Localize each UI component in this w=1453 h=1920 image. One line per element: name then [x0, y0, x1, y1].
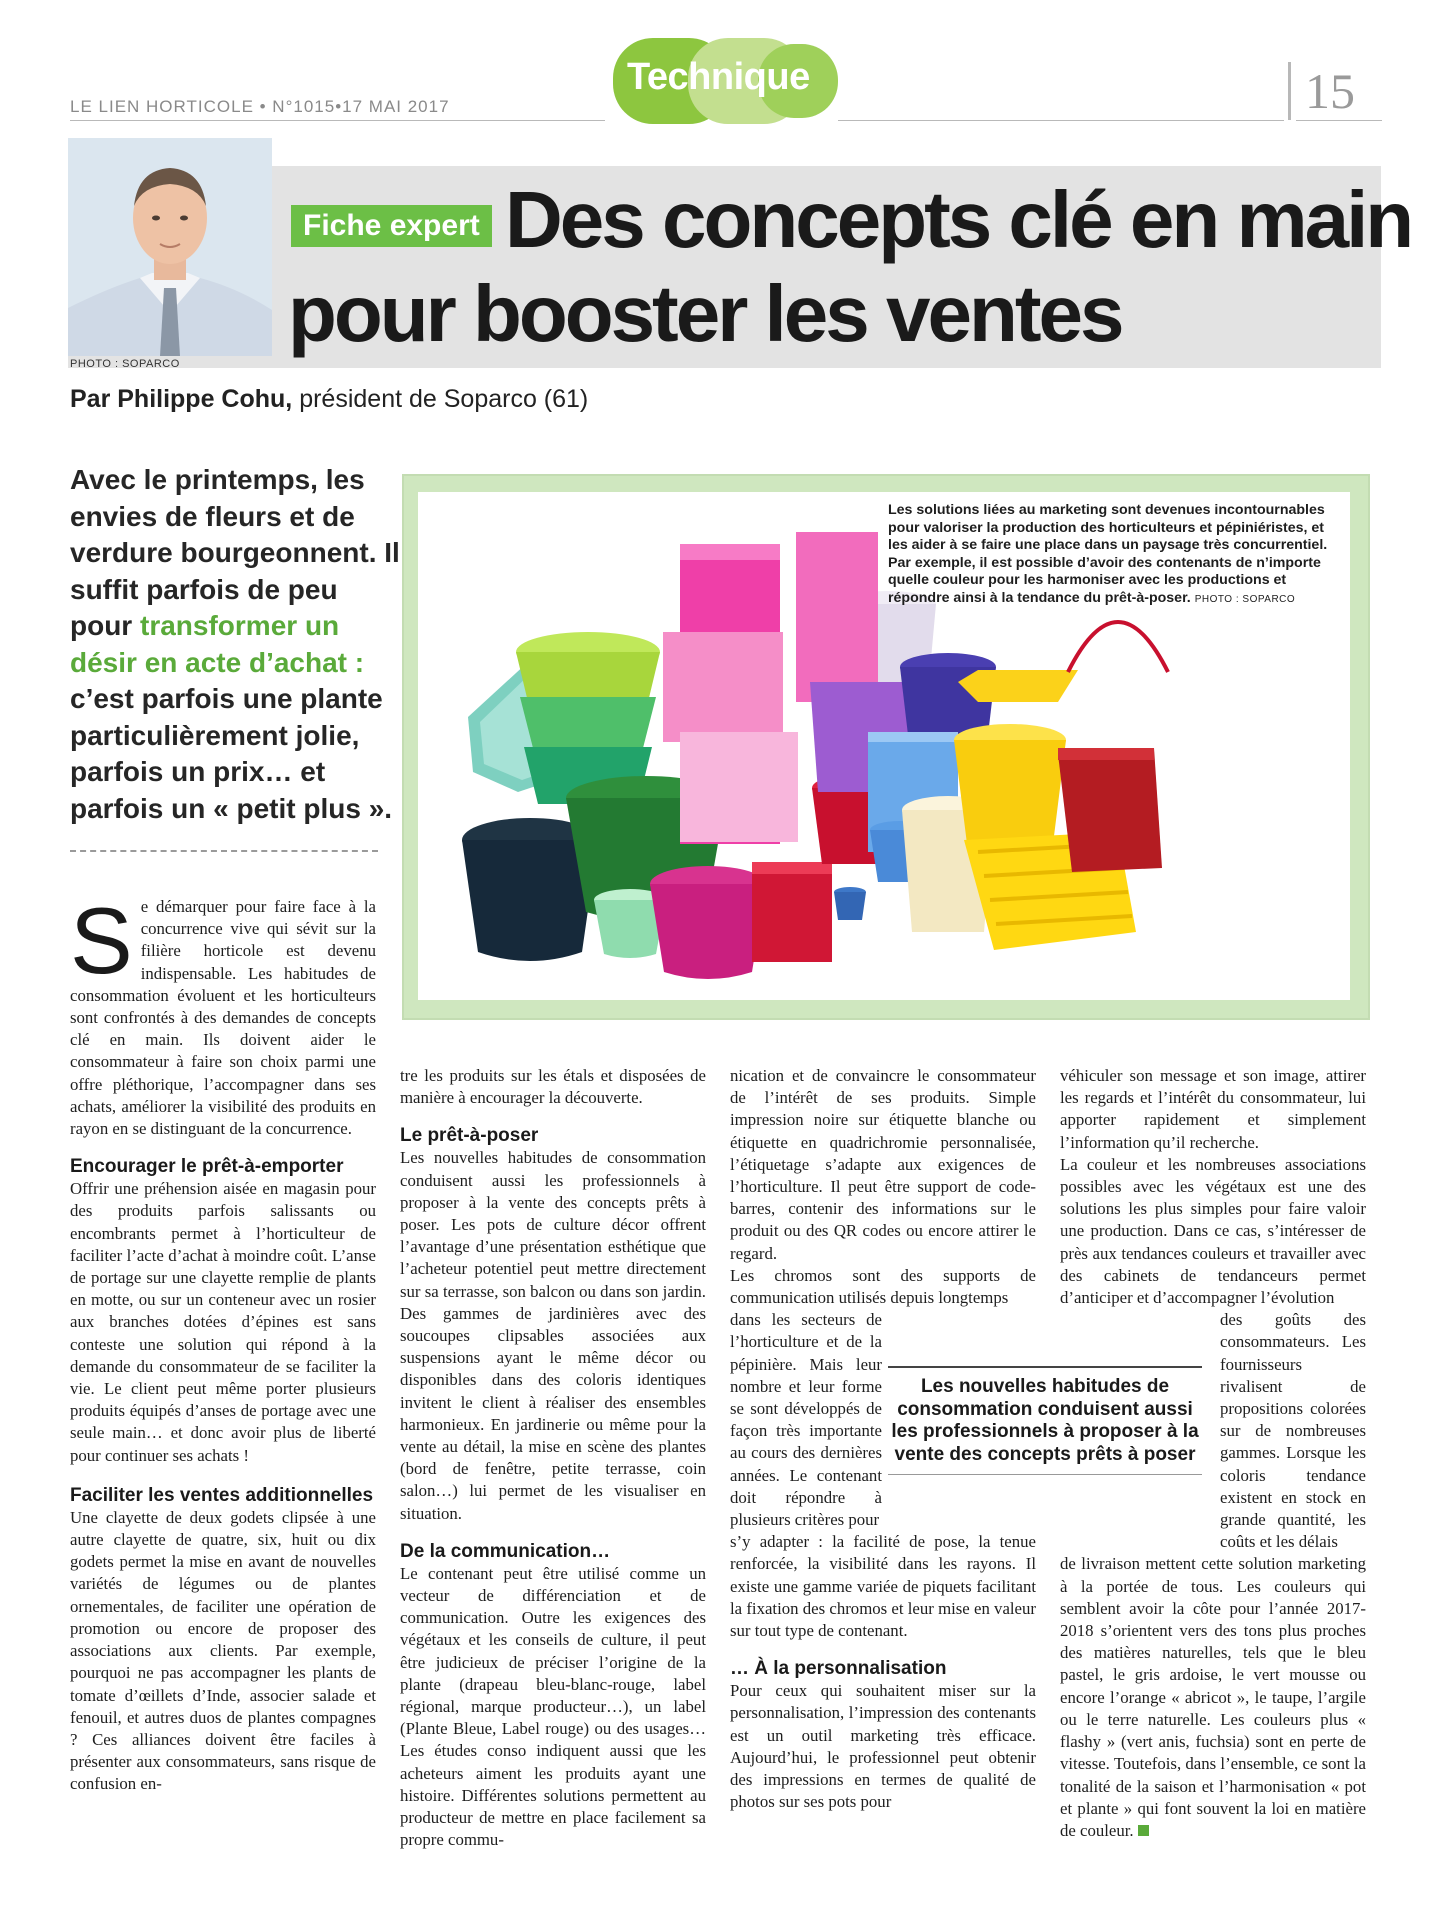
- paragraph-pret-a-poser: Les nouvelles habitudes de consommation conduisent aussi les professionnels à proposer à la vente des concepts prêts à poser. Les pots de culture décor offrent l’avantage d’une présentation esthétique que l’acheteur potentiel peut mettre directement sur sa terrasse, son balcon ou dans son jardin. Des gammes de jardinières avec des soucoupes clipsables associées aux suspensions ayant le même décor ou disponibles dans des coloris identiques invitent le client à réaliser des ensembles harmonieux. En jardinerie ou même pour la vente au détail, la mise en scène des plantes (bord de fenêtre, petite terrasse, coin salon…) lui permet de les visualiser en situation.: [400, 1148, 706, 1523]
- heading-pret-a-emporter: Encourager le prêt-à-emporter: [70, 1156, 344, 1178]
- headline-line-1: Des concepts clé en main: [505, 175, 1412, 264]
- paragraph-ventes-additionnelles: Une clayette de deux godets clipsée à une autre clayette de quatre, six, huit ou dix godets permet la mise en avant de nouvelles variétés de légumes ou de plantes ornementales, de faciliter une opération de promotion ou encore de proposer des associations aux clients. Par exemple, pourquoi ne pas accompagner les plants de tomate d’œillets d’Inde, associer salade et fenouil, et autres duos de plantes compagnes ? Ces alliances doivent être faciles à présenter aux consommateurs, sans risque de confusion en-: [70, 1507, 376, 1794]
- paragraph-col4-a: véhiculer son message et son image, attirer les regards et l’intérêt du consommateur, lui apporter rapidement et simplement l’information qu’il recherche.: [1060, 1066, 1366, 1152]
- paragraph-col3-b: Les chromos sont des supports de communication utilisés depuis longtemps: [730, 1265, 1036, 1308]
- running-head: LE LIEN HORTICOLE • N°1015•17 MAI 2017: [70, 97, 450, 116]
- paragraph-personnalisation: Pour ceux qui souhaitent miser sur la personnalisation, l’impression des contenants est un outil marketing très efficace. Aujourd’hui, le professionnel peut obtenir des impressions en termes de qualité de photos sur ses pots pour: [730, 1681, 1036, 1812]
- section-label: Technique: [627, 56, 810, 98]
- paragraph-col3-c: dans les secteurs de l’horticulture et de la pépinière. Mais leur nombre et leur forme se sont développés de façon très importante au cours des dernières années. Le contenant doit répondre à plusieurs critères pour: [730, 1310, 882, 1530]
- lead-text-2: c’est parfois une plante particulièrement jolie, parfois un prix… et parfois un « petit plus ».: [70, 683, 393, 824]
- caption-text: Les solutions liées au marketing sont devenues incontournables pour valoriser la production des horticulteurs et pépiniéristes, et les aider à se faire une place dans un paysage très concurrentiel. Par exemple, il est possible d’avoir des contenants de n’importe quelle couleur pour les harmoniser avec les productions et répondre ainsi à la tendance du prêt-à-poser.: [888, 502, 1328, 606]
- header-rule-page: [1296, 120, 1382, 121]
- intro-paragraph: [70, 888, 376, 1140]
- byline-role: président de Soparco (61): [292, 385, 589, 413]
- byline: [70, 385, 588, 414]
- end-of-article-mark: [1138, 1825, 1149, 1836]
- paragraph-pret-a-emporter: Offrir une préhension aisée en magasin pour des produits parfois salissants ou encombrants permet à l’horticulteur de faciliter l’acte d’achat à moindre coût. L’anse de portage sur une clayette remplie de plants en motte, ou sur un conteneur avec un rosier aux branches dotées d’épines est sans conteste une solution qui répond à la demande du consommateur de se faciliter la vie. Le client peut même porter plusieurs produits équipés d’anses de portage avec une seule main… et donc avoir plus de liberté pour continuer ses achats !: [70, 1179, 376, 1465]
- caption-credit: PHOTO : SOPARCO: [1194, 593, 1296, 605]
- section-tag: [613, 38, 838, 124]
- header-rule-right: [838, 120, 1284, 121]
- paragraph-col4-d: [1060, 1553, 1366, 1842]
- portrait-credit: PHOTO : SOPARCO: [70, 358, 180, 370]
- photo-caption: [888, 502, 1338, 609]
- byline-name: Par Philippe Cohu,: [70, 385, 293, 413]
- author-portrait: [68, 138, 272, 356]
- page-number: 15: [1305, 63, 1355, 119]
- headline-line-2: pour booster les ventes: [288, 269, 1122, 358]
- heading-ventes-additionnelles: Faciliter les ventes additionnelles: [70, 1484, 374, 1506]
- heading-personnalisation: … À la personnalisation: [730, 1658, 947, 1680]
- lead-highlight: transformer un désir en acte d’achat :: [70, 610, 365, 678]
- column-1: [70, 888, 376, 1796]
- paragraph-col3-a: nication et de convaincre le consommateur de l’intérêt de ses produits. Simple impression noire sur étiquette blanche ou étiquette en quadrichromie personnalisée, l’étiquetage s’adapte aux exigences de l’horticulture. Il peut être support de code-barres, contenir des informations sur le produit ou des QR codes ou encore attirer le regard.: [730, 1066, 1036, 1263]
- paragraph-col4-b: La couleur et les nombreuses associations possibles avec les végétaux est une des solutions les plus simples pour faire valoir une production. Dans ce cas, s’intéresser de près aux tendances couleurs et travailler avec des cabinets de tendanceurs permet d’anticiper et d’accompagner l’évolution: [1060, 1154, 1366, 1308]
- pull-quote-box: [888, 1366, 1202, 1475]
- intro-text: e démarquer pour faire face à la concurrence vive qui sévit sur la filière horticole est devenu indispensable. Les habitudes de consommation évoluent et les horticulteurs sont confrontés à des demandes de concepts clé en main. Ils doivent aider le consommateur à faire son choix parmi une offre pléthorique, l’accompagner dans ses achats, améliorer la visibilité des produits en rayon en se distinguant de la concurrence.: [70, 897, 376, 1139]
- lead-divider: [70, 850, 378, 852]
- paragraph-communication: Le contenant peut être utilisé comme un vecteur de différenciation et de communication. Outre les exigences des végétaux et les conseils de culture, il peut être judicieux de préciser l’origine de la plante (drapeau bleu-blanc-rouge, label régional, marque producteur…), un label (Plante Bleue, Label rouge) ou des usages… Les études conso indiquent aussi que les acheteurs aiment les produits ayant une histoire. Différentes solutions permettent au producteur de mettre en place facilement sa propre commu-: [400, 1563, 706, 1850]
- kicker-badge: Fiche expert: [291, 205, 492, 247]
- column-2: [400, 1065, 706, 1852]
- header-rule-left: [70, 120, 605, 121]
- paragraph-col4-c: des goûts des consommateurs. Les fournisseurs rivalisent de propositions colorées sur de nombreuses gammes. Lorsque les coloris tendance existent en stock en grande quantité, les coûts et les délais: [1220, 1310, 1366, 1552]
- paragraph-col4-d-text: de livraison mettent cette solution marketing à la portée de tous. Les couleurs qui semblent avoir la côte pour l’année 2017-2018 s’orientent vers des tons plus proches des matières naturelles, tels que le bleu pastel, le gris ardoise, le vert mousse ou encore l’orange « abricot », le taupe, l’argile ou le terre naturelle. Les couleurs plus « flashy » (vert anis, fuchsia) sont en perte de vitesse. Toutefois, dans l’ensemble, ce sont la tonalité de la saison et l’harmonisation « pot et plante » qui font souvent la loi en matière de couleur.: [1060, 1554, 1366, 1840]
- pull-quote: Les nouvelles habitudes de consommation conduisent aussi les professionnels à proposer à la vente des concepts prêts à poser: [891, 1376, 1199, 1465]
- heading-communication: De la communication…: [400, 1540, 611, 1562]
- page-number-divider: [1288, 62, 1291, 120]
- heading-pret-a-poser: Le prêt-à-poser: [400, 1125, 539, 1147]
- paragraph-col3-d: s’y adapter : la facilité de pose, la tenue renforcée, la visibilité dans les rayons. Il existe une gamme variée de piquets facilitant la fixation des chromos et leur mise en valeur sur tout type de contenant.: [730, 1532, 1036, 1641]
- paragraph-col2-continued: tre les produits sur les étals et disposées de manière à encourager la découverte.: [400, 1066, 706, 1108]
- lead-text-1: Avec le printemps, les envies de fleurs et de verdure bourgeonnent. Il suffit parfois de peu pour: [70, 464, 400, 641]
- lead-paragraph: [70, 462, 400, 827]
- drop-cap: S: [70, 888, 133, 993]
